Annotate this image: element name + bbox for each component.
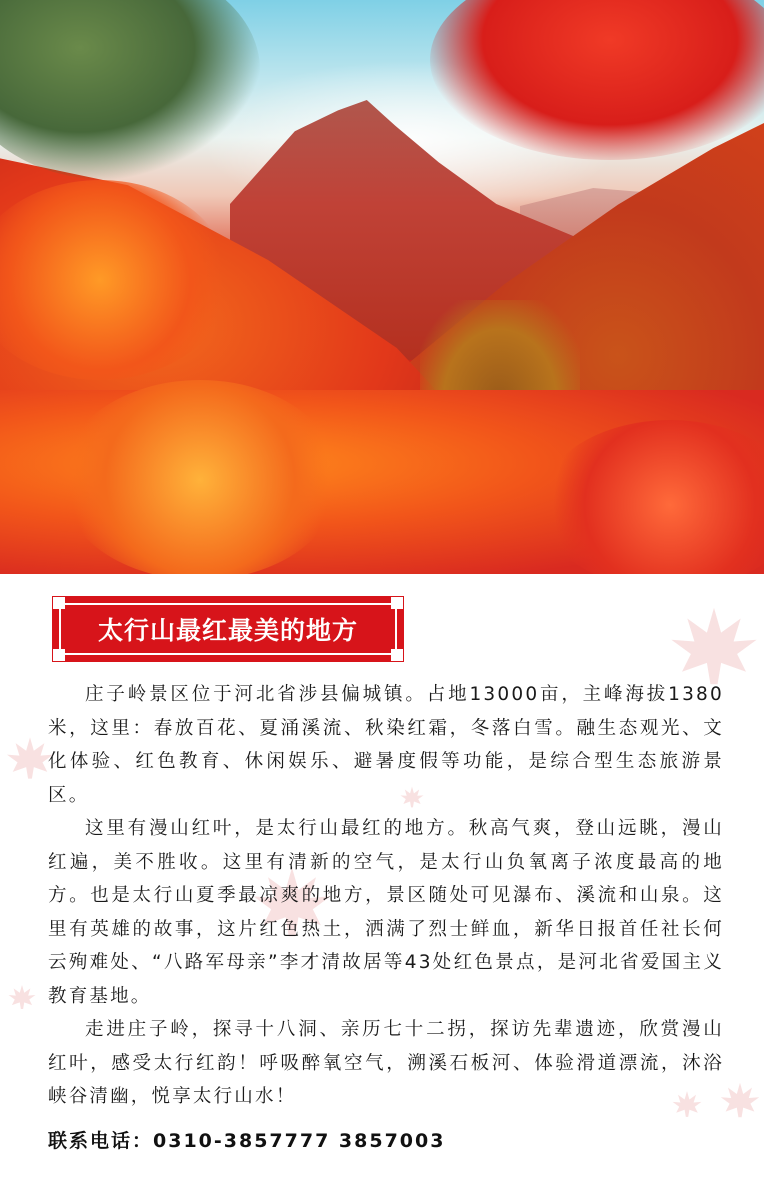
page-title: 太行山最红最美的地方 [97, 616, 358, 645]
maple-leaf-icon [6, 736, 54, 780]
title-banner [52, 596, 404, 662]
contact-phone: 联系电话：0310-3857777 3857003 [48, 1130, 446, 1152]
leaf-cluster [60, 380, 340, 574]
paragraph-intro: 庄子岭景区位于河北省涉县偏城镇。占地13000亩，主峰海拔1380米，这里：春放百花、夏涌溪流、秋染红霜，冬落白雪。融生态观光、文化体验、红色教育、休闲娱乐、避暑度假等功能，是综合型生态旅游景区。 [48, 684, 724, 806]
maple-leaf-icon [720, 1082, 760, 1118]
maple-leaf-icon [8, 984, 36, 1010]
paragraph-activities: 走进庄子岭，探寻十八洞、亲历七十二拐，探访先辈遗迹，欣赏漫山红叶，感受太行红韵！呼吸醉氧空气，溯溪石板河、体验滑道漂流，沐浴峡谷清幽，悦享太行山水！ [48, 1019, 724, 1107]
paragraph-features: 这里有漫山红叶，是太行山最红的地方。秋高气爽，登山远眺，漫山红遍，美不胜收。这里有清新的空气，是太行山负氧离子浓度最高的地方。也是太行山夏季最凉爽的地方，景区随处可见瀑布、溪流和山泉。这里有英雄的故事，这片红色热土，洒满了烈士鲜血，新华日报首任社长何云殉难处、“八路军母亲”李才清故居等43处红色景点，是河北省爱国主义教育基地。 [48, 818, 724, 1007]
description-text [48, 678, 724, 1114]
hero-photo [0, 0, 764, 574]
maple-leaf-icon [668, 606, 760, 686]
